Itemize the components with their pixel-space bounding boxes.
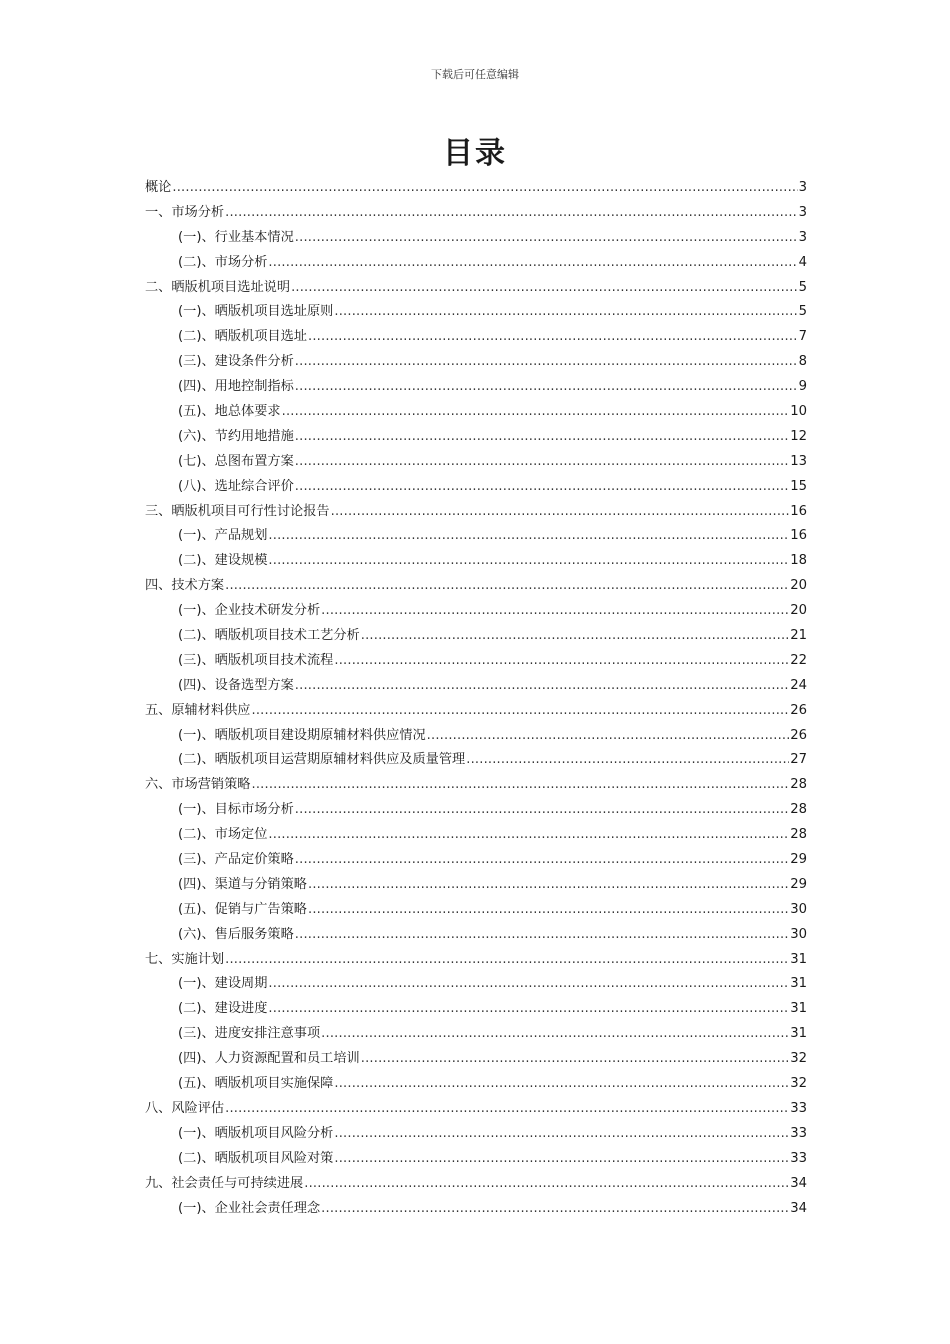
toc-entry[interactable] xyxy=(145,1022,807,1047)
toc-entry-label: 一、市场分析 xyxy=(145,204,225,220)
toc-entry[interactable] xyxy=(145,226,807,251)
toc-entry-page-number: 24 xyxy=(790,677,807,693)
toc-dot-leader xyxy=(295,450,789,475)
toc-entry-page-number: 10 xyxy=(790,404,807,419)
toc-dot-leader xyxy=(361,1047,789,1072)
toc-entry-label: 九、社会责任与可持续进展 xyxy=(145,1175,304,1191)
toc-dot-leader xyxy=(252,699,790,724)
toc-entry-label: (八)、选址综合评价 xyxy=(178,478,294,494)
toc-entry-page-number: 8 xyxy=(798,354,807,370)
toc-entry[interactable] xyxy=(145,948,807,973)
toc-entry[interactable] xyxy=(145,176,807,201)
toc-entry-label: (四)、人力资源配置和员工培训 xyxy=(178,1051,360,1067)
toc-dot-leader xyxy=(295,375,798,400)
toc-entry-page-number: 28 xyxy=(790,827,807,843)
toc-entry-label: (五)、促销与广告策略 xyxy=(178,901,307,917)
page-header-note: 下载后可任意编辑 xyxy=(431,68,519,81)
toc-entry-label: (二)、建设进度 xyxy=(178,1001,268,1017)
toc-entry-label: 四、技术方案 xyxy=(145,578,225,594)
toc-entry-page-number: 31 xyxy=(790,976,807,992)
toc-entry-label: (二)、晒版机项目选址 xyxy=(178,329,307,345)
toc-entry-page-number: 32 xyxy=(790,1051,807,1067)
toc-entry-page-number: 29 xyxy=(790,852,807,868)
toc-dot-leader xyxy=(225,1097,789,1122)
toc-entry-page-number: 34 xyxy=(790,1175,807,1191)
toc-entry-label: (一)、晒版机项目建设期原辅材料供应情况 xyxy=(178,727,426,743)
toc-dot-leader xyxy=(361,624,789,649)
toc-dot-leader xyxy=(291,276,798,301)
toc-entry-label: (一)、企业社会责任理念 xyxy=(178,1200,321,1216)
toc-entry[interactable] xyxy=(145,524,807,549)
toc-entry[interactable] xyxy=(145,748,807,773)
toc-entry-page-number: 32 xyxy=(790,1076,807,1092)
toc-title: 目录 xyxy=(443,136,507,171)
toc-entry-label: 六、市场营销策略 xyxy=(145,777,251,793)
toc-entry-page-number: 3 xyxy=(798,229,807,245)
toc-entry[interactable] xyxy=(145,1197,807,1222)
toc-entry-label: (七)、总图布置方案 xyxy=(178,453,294,469)
toc-entry[interactable] xyxy=(145,1122,807,1147)
toc-entry[interactable] xyxy=(145,1172,807,1197)
toc-entry-label: (四)、设备选型方案 xyxy=(178,677,294,693)
toc-entry-label: (三)、晒版机项目技术流程 xyxy=(178,652,334,668)
toc-entry[interactable] xyxy=(145,1097,807,1122)
toc-entry-page-number: 30 xyxy=(790,926,807,942)
toc-entry-label: (四)、渠道与分销策略 xyxy=(178,876,307,892)
toc-entry[interactable] xyxy=(145,450,807,475)
toc-entry-page-number: 26 xyxy=(790,702,807,718)
toc-dot-leader xyxy=(225,948,789,973)
toc-dot-leader xyxy=(225,201,797,226)
toc-entry-label: (二)、晒版机项目技术工艺分析 xyxy=(178,628,360,644)
toc-entry-page-number: 16 xyxy=(790,528,807,544)
toc-entry[interactable] xyxy=(145,400,807,425)
toc-entry-label: (二)、建设规模 xyxy=(178,553,268,569)
toc-entry-label: (一)、目标市场分析 xyxy=(178,802,294,818)
toc-entry-label: (一)、晒版机项目风险分析 xyxy=(178,1125,334,1141)
toc-entry-label: (六)、节约用地措施 xyxy=(178,428,294,444)
toc-entry-page-number: 7 xyxy=(798,329,807,345)
toc-dot-leader xyxy=(172,176,797,201)
toc-entry-page-number: 31 xyxy=(790,951,807,967)
toc-entry-label: (五)、晒版机项目实施保障 xyxy=(178,1076,334,1092)
toc-entry-label: (三)、产品定价策略 xyxy=(178,852,294,868)
toc-entry-label: (二)、市场定位 xyxy=(178,827,268,843)
toc-entry-page-number: 12 xyxy=(790,428,807,444)
toc-entry[interactable] xyxy=(145,798,807,823)
toc-dot-leader xyxy=(304,1172,789,1197)
toc-entry-page-number: 31 xyxy=(790,1026,807,1042)
toc-entry-label: (二)、晒版机项目风险对策 xyxy=(178,1150,334,1166)
toc-dot-leader xyxy=(295,350,798,375)
toc-entry[interactable] xyxy=(145,201,807,226)
toc-entry-label: 三、晒版机项目可行性讨论报告 xyxy=(145,503,330,519)
toc-dot-leader xyxy=(252,773,790,798)
toc-dot-leader xyxy=(268,973,789,998)
toc-entry[interactable] xyxy=(145,848,807,873)
toc-entry[interactable] xyxy=(145,823,807,848)
toc-entry-label: (二)、晒版机项目运营期原辅材料供应及质量管理 xyxy=(178,752,466,768)
toc-entry-label: (二)、市场分析 xyxy=(178,254,268,270)
toc-entry-page-number: 30 xyxy=(790,901,807,917)
toc-entry[interactable] xyxy=(145,574,807,599)
toc-entry[interactable] xyxy=(145,276,807,301)
toc-dot-leader xyxy=(295,674,789,699)
toc-dot-leader xyxy=(334,1122,789,1147)
toc-entry-page-number: 33 xyxy=(790,1150,807,1166)
toc-entry-page-number: 13 xyxy=(790,453,807,469)
toc-entry-label: 二、晒版机项目选址说明 xyxy=(145,279,291,295)
toc-entry[interactable] xyxy=(145,325,807,350)
toc-entry[interactable] xyxy=(145,350,807,375)
toc-dot-leader xyxy=(466,748,789,773)
table-of-contents xyxy=(145,176,807,1221)
toc-entry-page-number: 33 xyxy=(790,1125,807,1141)
toc-dot-leader xyxy=(321,1197,789,1222)
toc-dot-leader xyxy=(268,549,789,574)
toc-entry-label: (一)、建设周期 xyxy=(178,976,268,992)
toc-entry-label: (六)、售后服务策略 xyxy=(178,926,294,942)
toc-entry-page-number: 16 xyxy=(790,503,807,519)
toc-entry-page-number: 9 xyxy=(798,379,807,395)
toc-entry-page-number: 29 xyxy=(790,876,807,892)
toc-dot-leader xyxy=(295,923,789,948)
toc-entry-page-number: 34 xyxy=(790,1200,807,1216)
toc-dot-leader xyxy=(268,251,797,276)
toc-dot-leader xyxy=(295,798,789,823)
toc-dot-leader xyxy=(308,873,789,898)
toc-dot-leader xyxy=(295,475,789,500)
toc-entry[interactable] xyxy=(145,549,807,574)
toc-entry[interactable] xyxy=(145,923,807,948)
toc-entry-page-number: 5 xyxy=(798,279,807,295)
toc-dot-leader xyxy=(268,997,789,1022)
toc-entry[interactable] xyxy=(145,375,807,400)
toc-entry[interactable] xyxy=(145,898,807,923)
toc-entry[interactable] xyxy=(145,973,807,998)
toc-entry[interactable] xyxy=(145,500,807,525)
toc-entry-label: (五)、地总体要求 xyxy=(178,404,281,419)
toc-entry-page-number: 15 xyxy=(790,478,807,494)
toc-dot-leader xyxy=(268,823,789,848)
toc-entry[interactable] xyxy=(145,773,807,798)
toc-entry-page-number: 5 xyxy=(798,304,807,320)
toc-entry[interactable] xyxy=(145,674,807,699)
toc-entry-page-number: 3 xyxy=(798,204,807,220)
toc-dot-leader xyxy=(308,898,789,923)
toc-entry-label: (一)、行业基本情况 xyxy=(178,229,294,245)
toc-dot-leader xyxy=(331,500,790,525)
toc-entry-label: 五、原辅材料供应 xyxy=(145,702,251,718)
toc-entry[interactable] xyxy=(145,1047,807,1072)
toc-dot-leader xyxy=(321,599,789,624)
toc-entry-page-number: 26 xyxy=(790,727,807,743)
toc-dot-leader xyxy=(268,524,789,549)
toc-dot-leader xyxy=(225,574,789,599)
toc-entry-page-number: 22 xyxy=(790,652,807,668)
toc-entry[interactable] xyxy=(145,1072,807,1097)
toc-entry[interactable] xyxy=(145,624,807,649)
toc-dot-leader xyxy=(321,1022,789,1047)
toc-entry[interactable] xyxy=(145,475,807,500)
toc-entry-page-number: 18 xyxy=(790,553,807,569)
toc-entry[interactable] xyxy=(145,649,807,674)
toc-dot-leader xyxy=(334,1072,789,1097)
toc-entry-label: (一)、产品规划 xyxy=(178,528,268,544)
toc-entry-label: (一)、企业技术研发分析 xyxy=(178,603,321,619)
toc-entry[interactable] xyxy=(145,699,807,724)
toc-entry[interactable] xyxy=(145,997,807,1022)
toc-entry[interactable] xyxy=(145,1147,807,1172)
toc-entry-page-number: 3 xyxy=(798,179,807,195)
toc-entry-page-number: 20 xyxy=(790,578,807,594)
toc-entry-label: (三)、进度安排注意事项 xyxy=(178,1026,321,1042)
toc-entry-page-number: 27 xyxy=(790,752,807,768)
toc-entry-page-number: 28 xyxy=(790,802,807,818)
toc-dot-leader xyxy=(334,1147,789,1172)
toc-entry-page-number: 4 xyxy=(798,254,807,270)
toc-entry[interactable] xyxy=(145,599,807,624)
toc-entry-label: (四)、用地控制指标 xyxy=(178,379,294,395)
toc-entry[interactable] xyxy=(145,425,807,450)
toc-entry-label: 八、风险评估 xyxy=(145,1100,225,1116)
toc-entry-page-number: 20 xyxy=(790,603,807,619)
toc-entry-label: 概论 xyxy=(145,179,172,195)
toc-dot-leader xyxy=(334,649,789,674)
toc-entry-page-number: 31 xyxy=(790,1001,807,1017)
toc-dot-leader xyxy=(295,848,789,873)
toc-entry[interactable] xyxy=(145,873,807,898)
toc-dot-leader xyxy=(295,425,789,450)
toc-entry-label: (三)、建设条件分析 xyxy=(178,354,294,370)
toc-dot-leader xyxy=(308,325,798,350)
toc-entry[interactable] xyxy=(145,300,807,325)
toc-dot-leader xyxy=(427,724,790,749)
toc-entry-page-number: 28 xyxy=(790,777,807,793)
toc-entry-label: 七、实施计划 xyxy=(145,951,225,967)
toc-dot-leader xyxy=(282,400,790,425)
toc-entry-page-number: 21 xyxy=(790,628,807,644)
toc-entry-page-number: 33 xyxy=(790,1100,807,1116)
toc-dot-leader xyxy=(295,226,798,251)
toc-dot-leader xyxy=(334,300,797,325)
toc-entry[interactable] xyxy=(145,724,807,749)
toc-entry[interactable] xyxy=(145,251,807,276)
toc-entry-label: (一)、晒版机项目选址原则 xyxy=(178,304,334,320)
